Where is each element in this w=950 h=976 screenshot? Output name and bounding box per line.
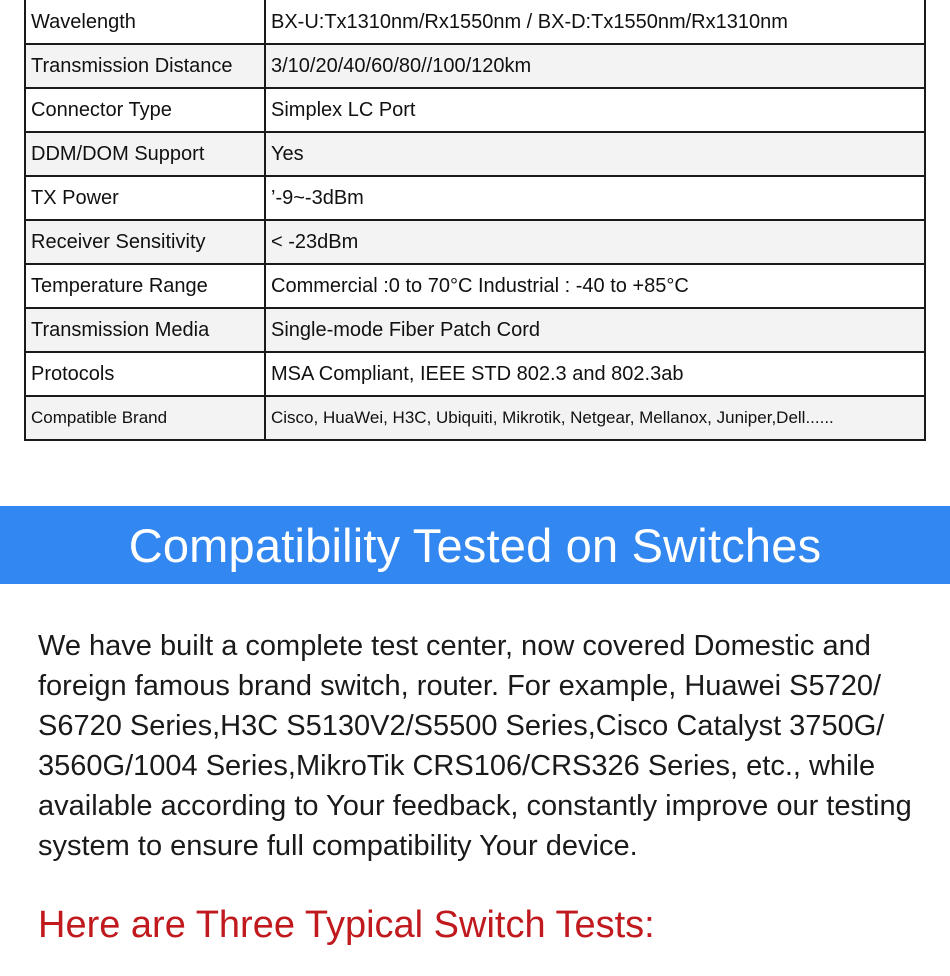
spec-label: Wavelength [25,0,265,44]
spec-value: MSA Compliant, IEEE STD 802.3 and 802.3ab [265,352,925,396]
spec-label: Temperature Range [25,264,265,308]
spec-value: Simplex LC Port [265,88,925,132]
spec-label: DDM/DOM Support [25,132,265,176]
spec-row-tx-power [25,176,925,220]
compatibility-banner [0,506,950,584]
spec-row-ddm-dom-support [25,132,925,176]
spec-row-transmission-media [25,308,925,352]
spec-value: 3/10/20/40/60/80//100/120km [265,44,925,88]
spec-row-connector-type [25,88,925,132]
spec-label: Connector Type [25,88,265,132]
intro-paragraph: We have built a complete test center, now covered Domestic and foreign famous brand switch, router. For example, Huawei S5720/ S6720 Series,H3C S5130V2/S5500 Series,Cisco Catalyst 3750G/ 3560G/1004 Series,MikroTik CRS106/CRS326 Series, etc., while available according to Your feedback, constantly improve our testing system to ensure full compatibility Your device. [38,630,912,862]
spec-row-transmission-distance [25,44,925,88]
spec-value: Single-mode Fiber Patch Cord [265,308,925,352]
spec-value: Commercial :0 to 70°C Industrial : -40 to +85°C [265,264,925,308]
spec-label: Transmission Distance [25,44,265,88]
spec-label: Receiver Sensitivity [25,220,265,264]
spec-value: Cisco, HuaWei, H3C, Ubiquiti, Mikrotik, Netgear, Mellanox, Juniper,Dell...... [265,396,925,440]
spec-row-wavelength [25,0,925,44]
spec-row-temperature-range [25,264,925,308]
spec-row-compatible-brand [25,396,925,440]
spec-label: Compatible Brand [25,396,265,440]
spec-value: Yes [265,132,925,176]
banner-title: Compatibility Tested on Switches [128,518,822,572]
spec-value: < -23dBm [265,220,925,264]
spec-row-protocols [25,352,925,396]
spec-label: Protocols [25,352,265,396]
spec-value: BX-U:Tx1310nm/Rx1550nm / BX-D:Tx1550nm/Rx1310nm [265,0,925,44]
specification-table [24,0,926,441]
spec-label: Transmission Media [25,308,265,352]
spec-label: TX Power [25,176,265,220]
spec-value: ’-9~-3dBm [265,176,925,220]
spec-row-receiver-sensitivity [25,220,925,264]
tests-subheading: Here are Three Typical Switch Tests: [38,904,655,946]
